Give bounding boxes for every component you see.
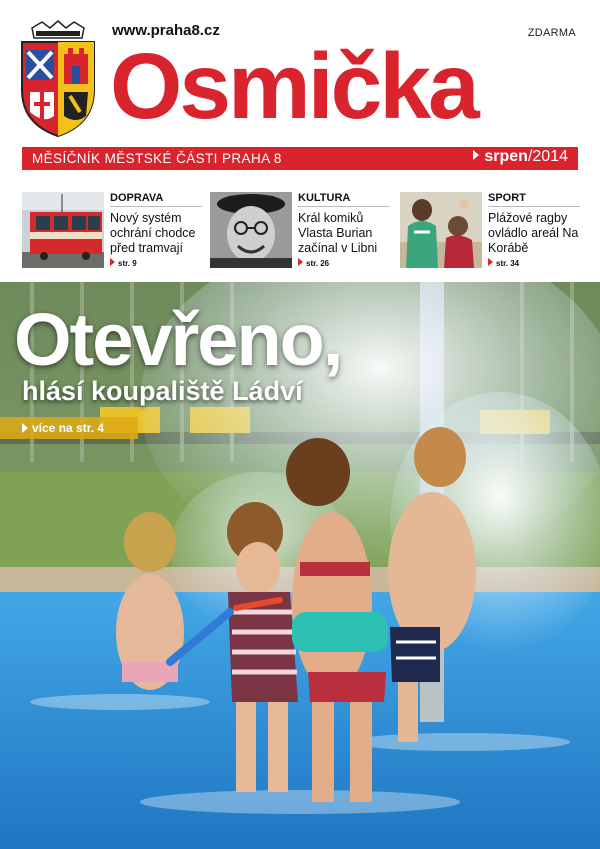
masthead-subtitle: MĚSÍČNÍK MĚSTSKÉ ČÁSTI PRAHA 8: [32, 151, 282, 166]
teaser-kultura[interactable]: [210, 192, 395, 272]
more-link-bar[interactable]: [0, 417, 138, 439]
page-ref-label: str. 26: [306, 259, 330, 268]
teaser-page-ref: [488, 258, 519, 268]
teaser-text: Nový systém ochrání chodce před tramvají: [110, 211, 196, 255]
tram-photo: [22, 192, 104, 268]
coat-of-arms-icon: [18, 20, 98, 138]
arrow-right-icon: [298, 258, 303, 266]
arrow-right-icon: [488, 258, 493, 266]
portrait-photo: [210, 192, 292, 268]
teaser-category: KULTURA: [298, 192, 390, 207]
teaser-doprava[interactable]: [22, 192, 207, 272]
arrow-right-icon: [22, 423, 28, 433]
arrow-right-icon: [110, 258, 115, 266]
cover-headline: Otevřeno,: [14, 298, 342, 381]
teaser-sport[interactable]: [400, 192, 585, 272]
teaser-text: Král komiků Vlasta Burian začínal v Libni: [298, 211, 378, 255]
issue-year: /2014: [527, 148, 568, 165]
more-link-label[interactable]: více na str. 4: [32, 421, 105, 435]
teaser-page-ref: [298, 258, 329, 268]
cover-subheadline: hlásí koupaliště Ládví: [22, 376, 303, 406]
teaser-text: Plážové ragby ovládlo areál Na Korábě: [488, 211, 579, 255]
website-url[interactable]: www.praha8.cz: [112, 22, 220, 39]
issue-date: [473, 148, 568, 166]
masthead-title: Osmička: [110, 34, 477, 138]
page-ref-label: str. 34: [496, 259, 520, 268]
teaser-category: DOPRAVA: [110, 192, 202, 207]
arrow-right-icon: [473, 150, 479, 160]
beach-rugby-photo: [400, 192, 482, 268]
price-label: ZDARMA: [527, 27, 576, 39]
teaser-category: SPORT: [488, 192, 580, 207]
page-ref-label: str. 9: [118, 259, 137, 268]
issue-month: srpen: [484, 148, 528, 165]
teaser-page-ref: [110, 258, 137, 268]
subtitle-bar: [22, 147, 578, 170]
